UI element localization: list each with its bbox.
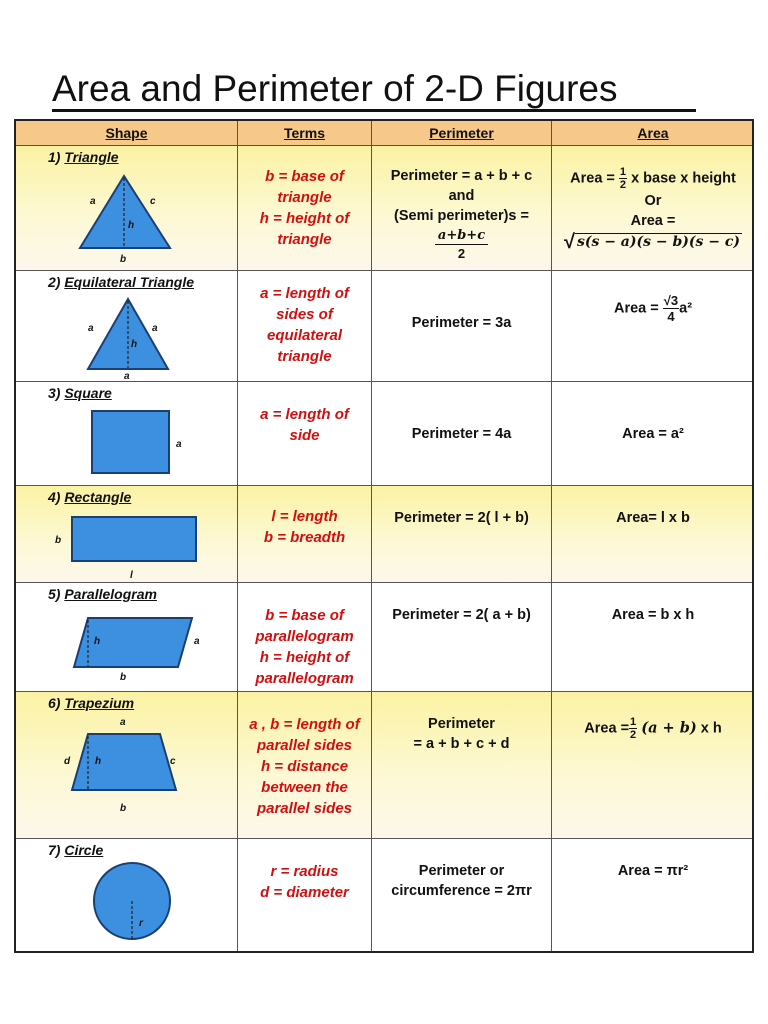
- column-divider: [237, 121, 238, 951]
- svg-text:a: a: [90, 196, 96, 207]
- shape-title: 5) Parallelogram: [48, 586, 157, 602]
- terms-cell: [238, 486, 371, 582]
- triangle-icon: [16, 146, 237, 270]
- svg-text:h: h: [94, 636, 101, 647]
- terms-text: l = length b = breadth: [263, 508, 346, 546]
- svg-text:h: h: [128, 220, 135, 231]
- svg-text:b: b: [120, 254, 127, 265]
- svg-text:b: b: [55, 535, 62, 546]
- terms-text: b = base of parallelogram h = height of parallelogram: [255, 607, 354, 687]
- perimeter-formula: Perimeter = a + b + c + d: [413, 716, 510, 752]
- table-row-equilateral-triangle: [16, 271, 752, 382]
- shape-title: 6) Trapezium: [48, 695, 135, 711]
- area-formula: Area = $\frac{√3}{4}$ a²: [613, 293, 693, 324]
- svg-text:c: c: [150, 196, 156, 207]
- svg-text:l: l: [130, 570, 133, 581]
- svg-text:d: d: [64, 756, 71, 767]
- table-row-trapezium: [16, 692, 752, 839]
- table-row-circle: [16, 839, 752, 951]
- column-divider: [551, 121, 552, 951]
- terms-text: a , b = length of parallel sides h = distance between the parallel sides: [249, 716, 360, 817]
- svg-text:b: b: [120, 672, 127, 683]
- rectangle-icon: [16, 486, 237, 582]
- area-cell: [552, 271, 754, 381]
- table-row-parallelogram: [16, 583, 752, 692]
- perimeter-cell: [372, 692, 551, 838]
- title-underline: [52, 109, 696, 112]
- perimeter-formula: Perimeter = a + b + c and (Semi perimeter)s = $\frac{a+b+c}{2}$: [390, 168, 533, 261]
- svg-text:a: a: [176, 439, 182, 450]
- header-perimeter: Perimeter: [429, 125, 494, 141]
- circle-icon: [16, 839, 237, 951]
- svg-text:a: a: [152, 323, 158, 334]
- table-header: [16, 121, 752, 146]
- area-formula: Area = $\frac{1}{2}$ x base x height Or Area = √ s(s − a)(s − b)(s − c): [563, 166, 741, 253]
- header-area: Area: [637, 125, 669, 141]
- area-cell: [552, 839, 754, 951]
- parallelogram-icon: [16, 583, 237, 691]
- shape-cell: [16, 692, 237, 838]
- area-cell: [552, 486, 754, 582]
- svg-text:r: r: [139, 918, 143, 929]
- shape-cell: [16, 382, 237, 485]
- area-formula: Area = a²: [622, 426, 684, 442]
- equilateral-triangle-icon: [16, 271, 237, 381]
- area-cell: [552, 583, 754, 691]
- terms-cell: [238, 692, 371, 838]
- svg-text:h: h: [95, 756, 102, 767]
- shape-cell: [16, 839, 237, 951]
- column-divider: [371, 121, 372, 951]
- terms-cell: [238, 146, 371, 270]
- header-shape: Shape: [105, 125, 148, 141]
- perimeter-formula: Perimeter or circumference = 2πr: [391, 863, 532, 899]
- terms-cell: [238, 271, 371, 381]
- svg-text:a: a: [124, 371, 130, 381]
- shape-title: 1) Triangle: [48, 149, 119, 165]
- perimeter-cell: [372, 486, 551, 582]
- shape-cell: [16, 146, 237, 270]
- terms-text: a = length of sides of equilateral triangle: [260, 285, 349, 365]
- trapezium-icon: [16, 692, 237, 838]
- svg-text:a: a: [194, 636, 200, 647]
- perimeter-cell: [372, 146, 551, 270]
- terms-cell: [238, 583, 371, 691]
- terms-cell: [238, 382, 371, 485]
- shape-title: 7) Circle: [48, 842, 104, 858]
- svg-text:c: c: [170, 756, 176, 767]
- shape-title: 4) Rectangle: [48, 489, 132, 505]
- table-row-triangle: [16, 146, 752, 271]
- area-formula: Area= l x b: [616, 510, 690, 526]
- perimeter-formula: Perimeter = 2( a + b): [392, 607, 531, 623]
- area-cell: [552, 146, 754, 270]
- perimeter-cell: [372, 839, 551, 951]
- perimeter-formula: Perimeter = 2( l + b): [394, 510, 529, 526]
- terms-text: b = base of triangle h = height of triangle: [259, 168, 350, 248]
- area-cell: [552, 692, 754, 838]
- perimeter-formula: Perimeter = 3a: [411, 315, 512, 331]
- area-formula: Area = $\frac{1}{2}$ (a + b) x h: [584, 716, 722, 741]
- svg-text:a: a: [120, 717, 126, 728]
- table-row-rectangle: [16, 486, 752, 583]
- terms-text: r = radius d = diameter: [260, 863, 349, 901]
- table-row-square: [16, 382, 752, 486]
- square-icon: [16, 382, 237, 485]
- perimeter-formula: Perimeter = 4a: [411, 426, 512, 442]
- area-formula: Area = b x h: [611, 607, 695, 623]
- shape-title: 2) Equilateral Triangle: [48, 274, 195, 290]
- svg-text:a: a: [88, 323, 94, 334]
- shape-title: 3) Square: [48, 385, 112, 401]
- svg-text:b: b: [120, 803, 127, 814]
- perimeter-cell: [372, 382, 551, 485]
- formula-table: [14, 119, 754, 953]
- page-title: Area and Perimeter of 2-D Figures: [52, 68, 618, 109]
- svg-text:h: h: [131, 339, 138, 350]
- perimeter-cell: [372, 271, 551, 381]
- shape-cell: [16, 486, 237, 582]
- area-cell: [552, 382, 754, 485]
- terms-text: a = length of side: [260, 406, 349, 444]
- shape-cell: [16, 583, 237, 691]
- header-terms: Terms: [284, 125, 325, 141]
- shape-cell: [16, 271, 237, 381]
- perimeter-cell: [372, 583, 551, 691]
- terms-cell: [238, 839, 371, 951]
- area-formula: Area = πr²: [617, 863, 689, 879]
